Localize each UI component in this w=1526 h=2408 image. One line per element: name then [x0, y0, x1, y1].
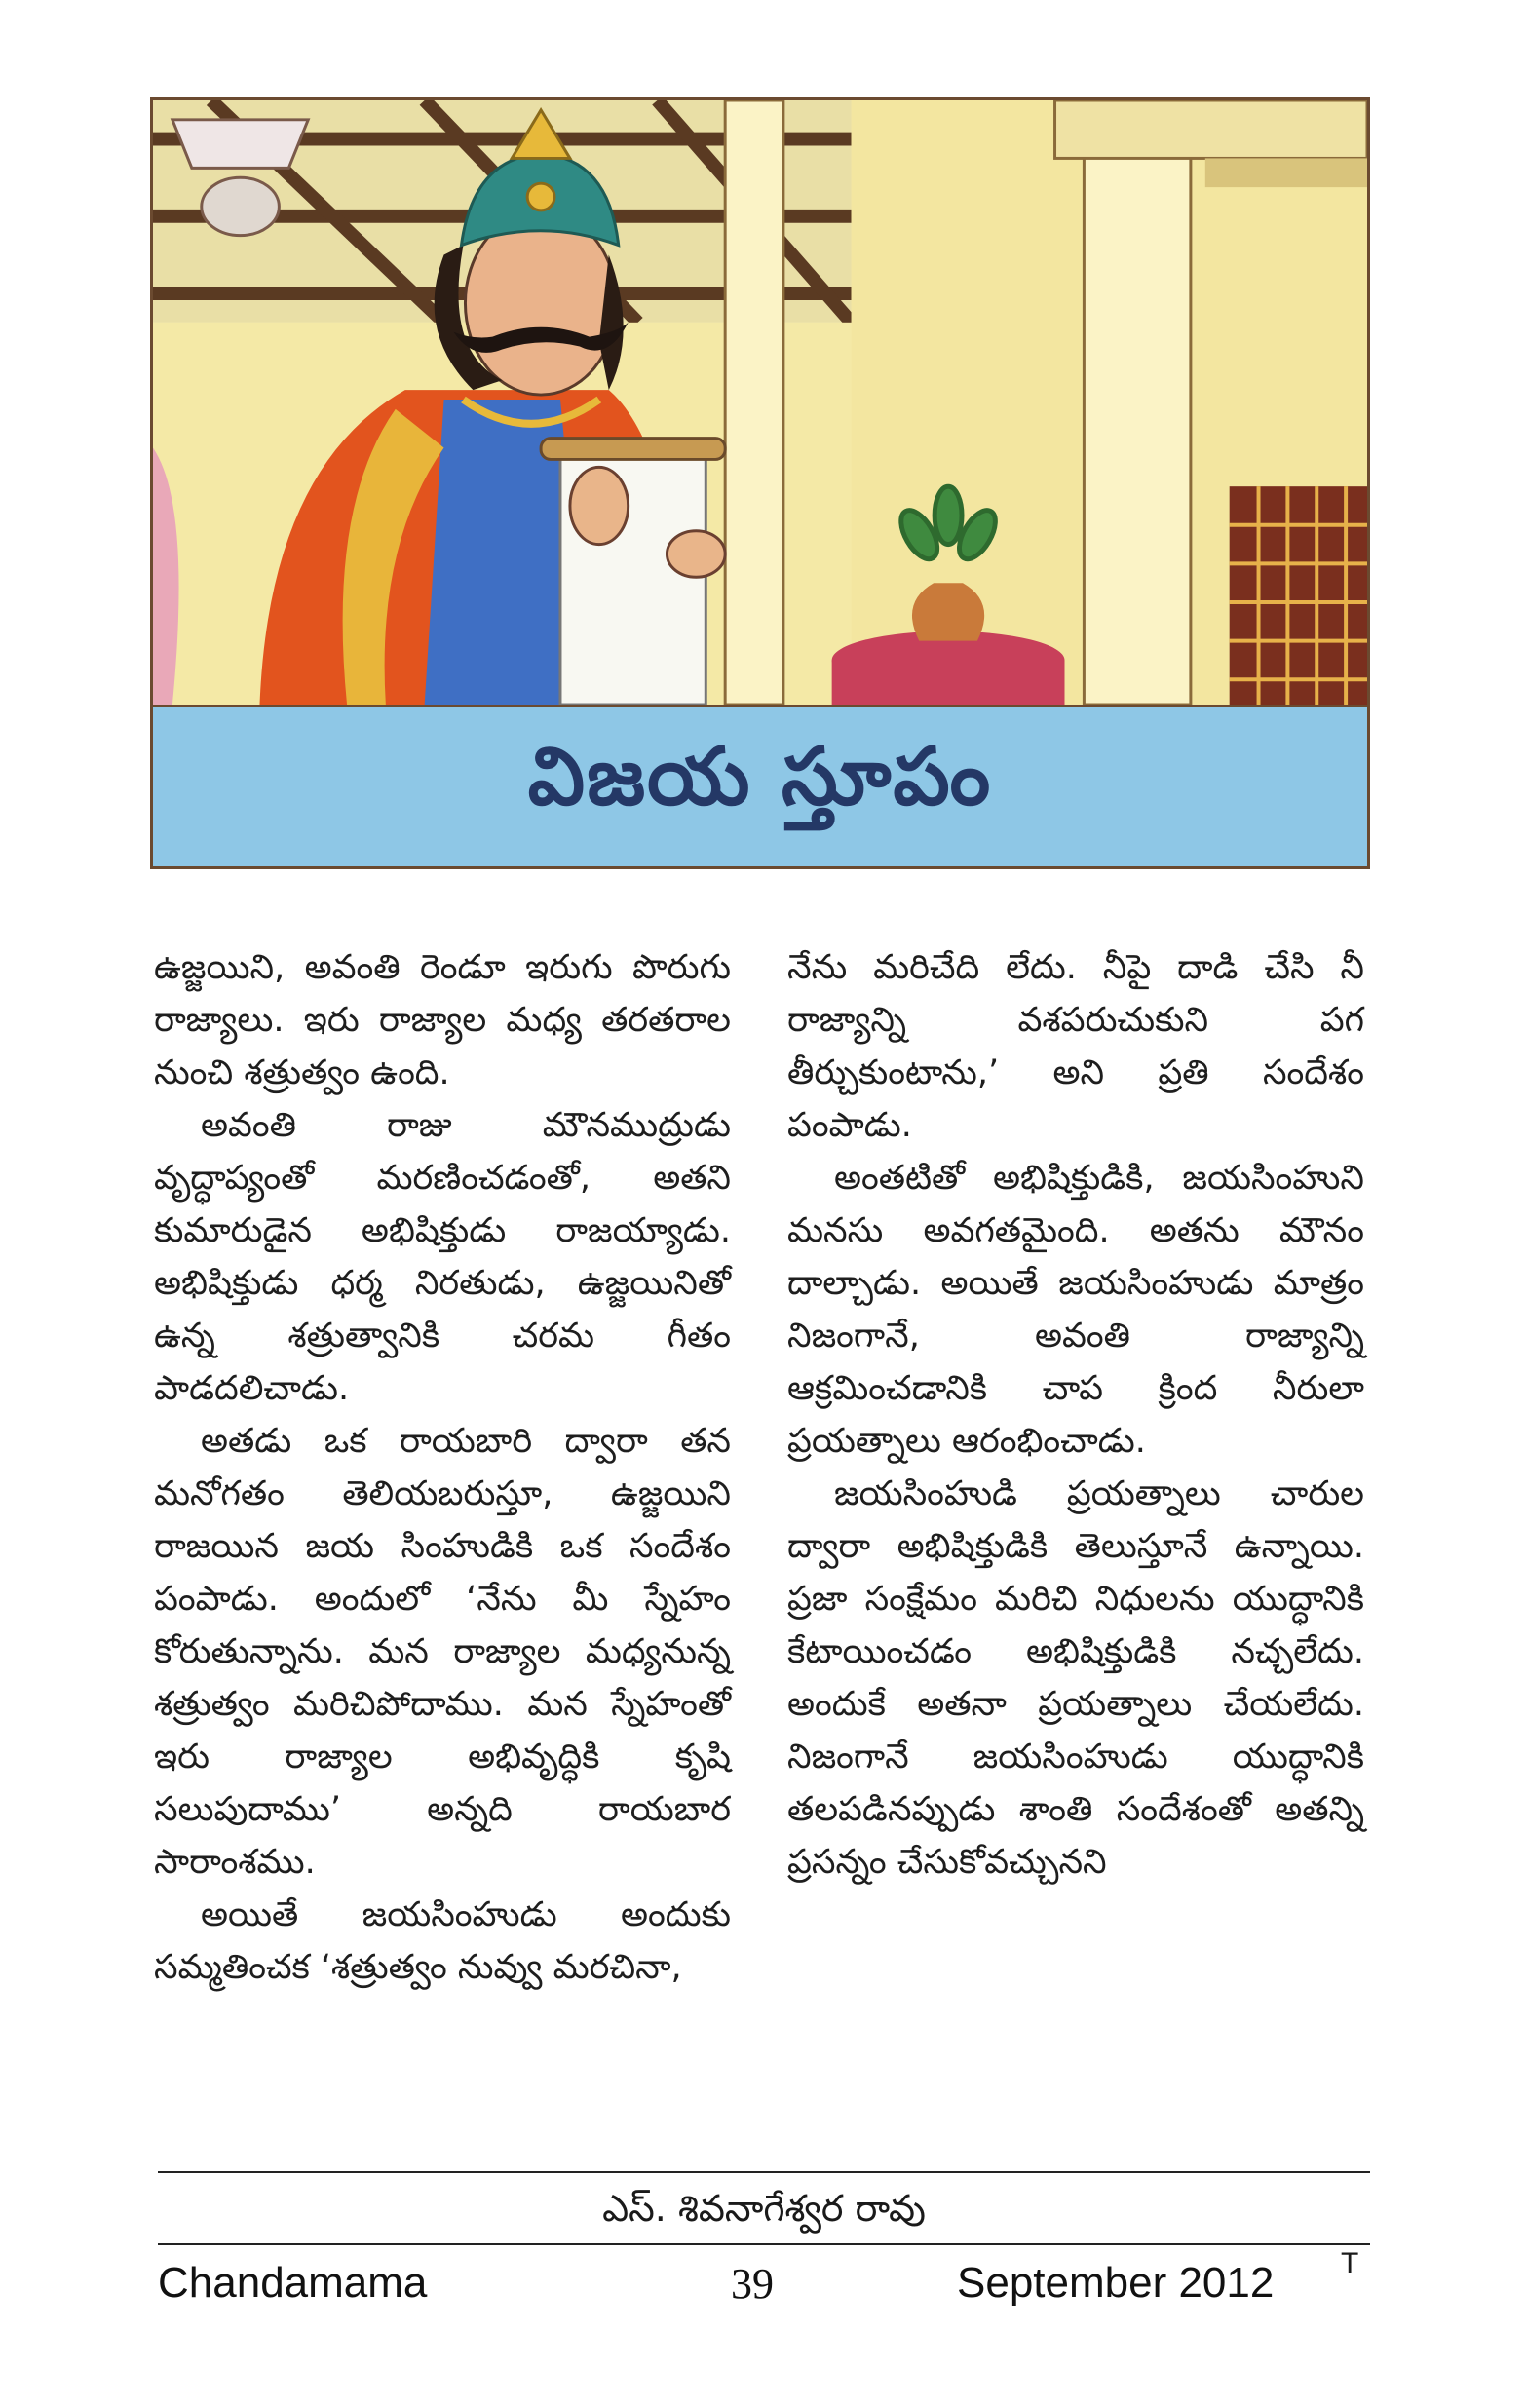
- page-number: 39: [731, 2260, 774, 2308]
- byline-rule-top: [158, 2171, 1370, 2173]
- paragraph: అవంతి రాజు మౌనముద్రుడు వృద్ధాప్యంతో మరణించడంతో, అతని కుమారుడైన అభిషిక్తుడు రాజయ్యాడు. అభిషిక్తుడు ధర్మ నిరతుడు, ఉజ్జయినితో ఉన్న శత్రుత్వానికి చరమ గీతం పాడదలిచాడు.: [154, 1106, 731, 1408]
- left-column: [154, 941, 731, 1994]
- paragraph: అయితే జయసింహుడు అందుకు సమ్మతించక ‘శత్రుత్వం నువ్వు మరచినా,: [154, 1895, 731, 1987]
- king-reading-scroll-image: [153, 100, 1367, 705]
- paragraph: జయసింహుడి ప్రయత్నాలు చారుల ద్వారా అభిషిక్తుడికి తెలుస్తూనే ఉన్నాయి. ప్రజా సంక్షేమం మరిచి నిధులను యుద్ధానికి కేటాయించడం అభిషిక్తుడికి నచ్చలేదు. అందుకే అతనా ప్రయత్నాలు చేయలేదు. నిజంగానే జయసింహుడు యుద్ధానికి తలపడినప్పుడు శాంతి సందేశంతో అతన్ని ప్రసన్నం చేసుకోవచ్చునని: [787, 1474, 1364, 1882]
- paragraph: అతడు ఒక రాయబారి ద్వారా తన మనోగతం తెలియబరుస్తూ, ఉజ్జయిని రాజయిన జయ సింహుడికి ఒక సందేశం పంపాడు. అందులో ‘నేను మీ స్నేహం కోరుతున్నాను. మన రాజ్యాల మధ్యనున్న శత్రుత్వం మరిచిపోదాము. మన స్నేహంతో ఇరు రాజ్యాల అభివృద్ధికి కృషి సలుపుదాము’ అన్నది రాయబార సారాంశము.: [154, 1422, 731, 1882]
- author-byline: ఎస్. శివనాగేశ్వర రావు: [602, 2187, 926, 2230]
- magazine-name: Chandamama: [158, 2259, 428, 2307]
- title-banner: [150, 707, 1370, 869]
- footer-mark: T: [1341, 2247, 1359, 2279]
- paragraph: నేను మరిచేది లేదు. నీపై దాడి చేసి నీ రాజ్యాన్ని వశపరుచుకుని పగ తీర్చుకుంటాను,’ అని ప్రతి సందేశం పంపాడు.: [787, 948, 1364, 1145]
- byline-rule-bottom: [158, 2243, 1370, 2245]
- story-illustration: [150, 97, 1370, 707]
- story-title: విజయ స్తూపం: [527, 731, 993, 823]
- issue-date: September 2012: [957, 2259, 1275, 2307]
- right-column: [787, 941, 1364, 1889]
- paragraph: అంతటితో అభిషిక్తుడికి, జయసింహుని మనసు అవగతమైంది. అతను మౌనం దాల్చాడు. అయితే జయసింహుడు మాత్రం నిజంగానే, అవంతి రాజ్యాన్ని ఆక్రమించడానికి చాప క్రింద నీరులా ప్రయత్నాలు ఆరంభించాడు.: [787, 1159, 1364, 1461]
- paragraph: ఉజ్జయిని, అవంతి రెండూ ఇరుగు పొరుగు రాజ్యాలు. ఇరు రాజ్యాల మధ్య తరతరాల నుంచి శత్రుత్వం ఉంది.: [154, 948, 731, 1092]
